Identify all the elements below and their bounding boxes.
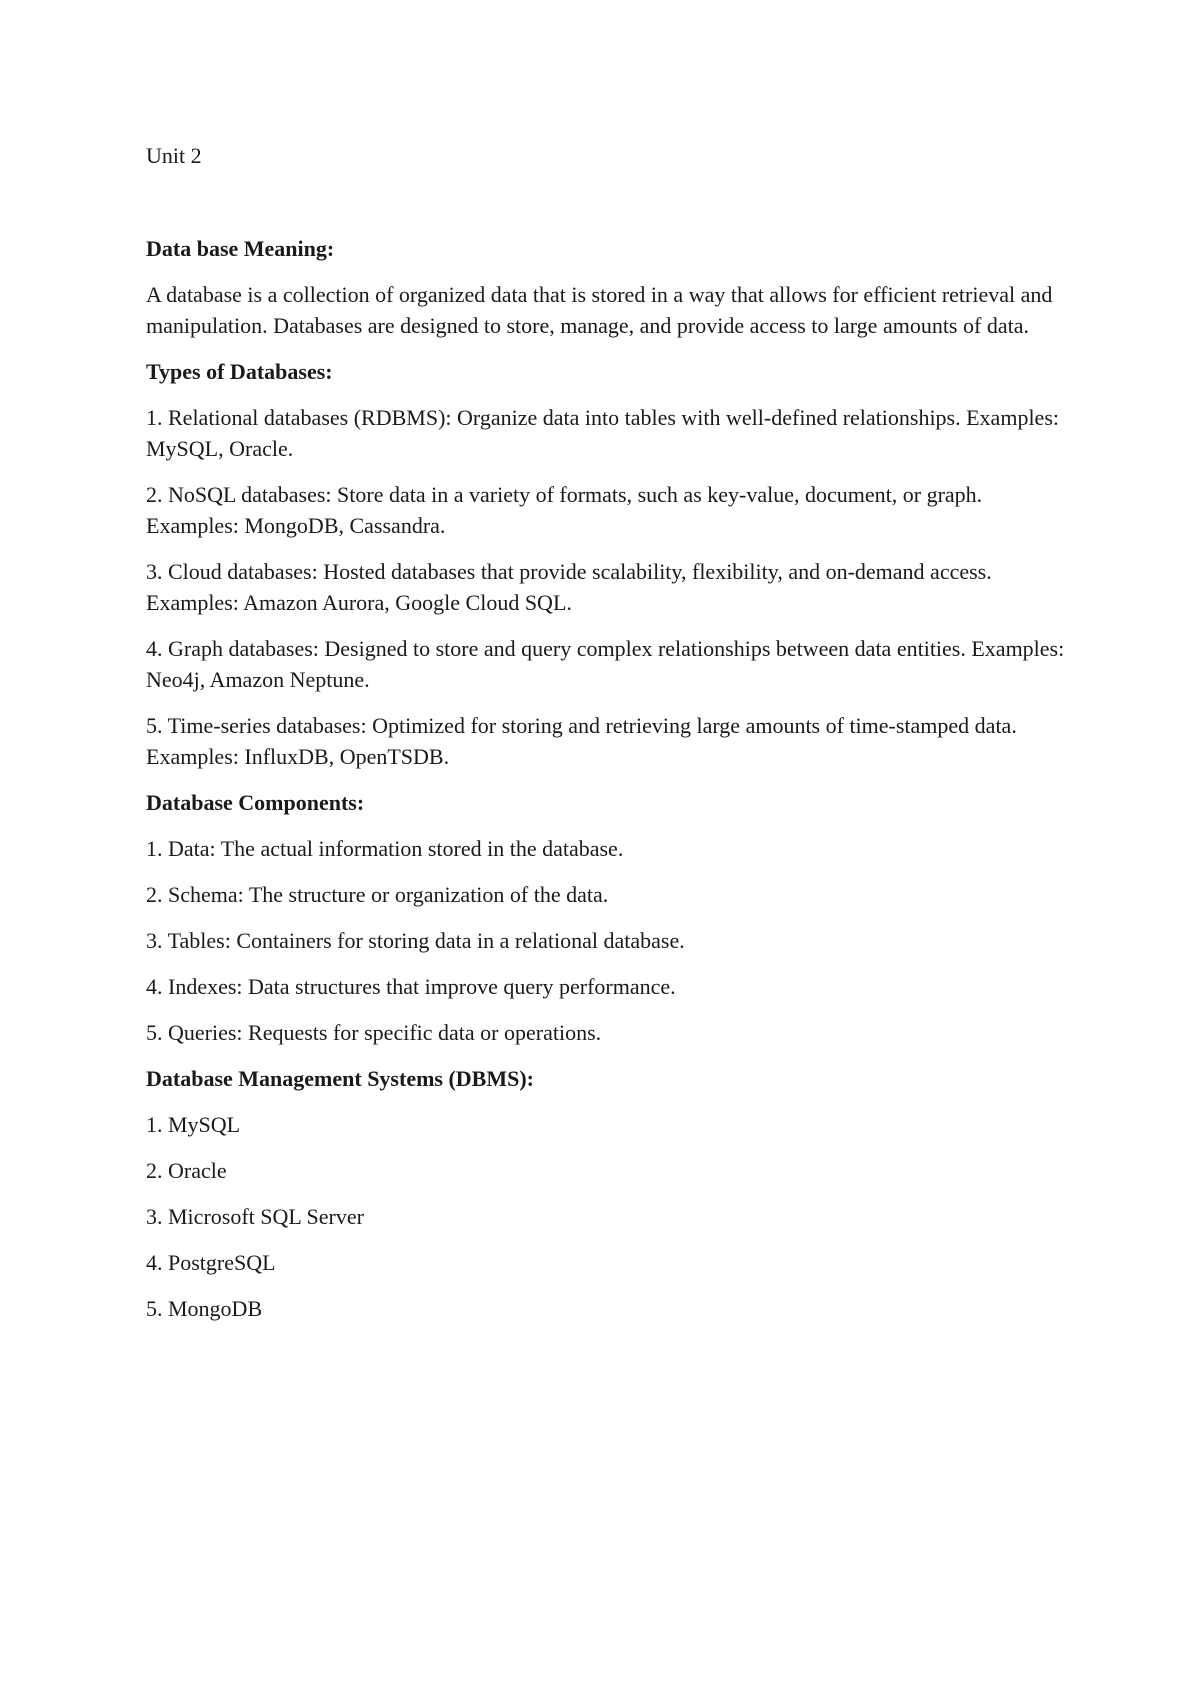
dbms-heading: Database Management Systems (DBMS): — [146, 1066, 535, 1091]
list-item: 4. Graph databases: Designed to store and query complex relationships between data entities. Examples: Neo4j, Amazon Neptune. — [146, 636, 1065, 692]
list-item: 1. MySQL — [146, 1112, 241, 1137]
list-item: 5. Time-series databases: Optimized for storing and retrieving large amounts of time-stamped data. Examples: InfluxDB, OpenTSDB. — [146, 713, 1017, 769]
list-item: 4. Indexes: Data structures that improve query performance. — [146, 974, 676, 999]
unit-title: Unit 2 — [146, 143, 202, 168]
meaning-paragraph: A database is a collection of organized data that is stored in a way that allows for efficient retrieval and manipulation. Databases are designed to store, manage, and provide access to large amounts of data. — [146, 282, 1053, 338]
list-item: 5. Queries: Requests for specific data or operations. — [146, 1020, 602, 1045]
list-item: 5. MongoDB — [146, 1296, 263, 1321]
types-list — [146, 402, 1076, 772]
list-item: 3. Microsoft SQL Server — [146, 1204, 364, 1229]
list-item: 2. Schema: The structure or organization of the data. — [146, 882, 609, 907]
meaning-heading: Data base Meaning: — [146, 236, 335, 261]
list-item: 2. Oracle — [146, 1158, 227, 1183]
types-heading: Types of Databases: — [146, 359, 333, 384]
components-heading: Database Components: — [146, 790, 365, 815]
list-item: 1. Relational databases (RDBMS): Organize data into tables with well-defined relationships. Examples: MySQL, Oracle. — [146, 405, 1059, 461]
list-item: 4. PostgreSQL — [146, 1250, 276, 1275]
dbms-list — [146, 1109, 1076, 1324]
list-item: 3. Tables: Containers for storing data in a relational database. — [146, 928, 685, 953]
components-list — [146, 833, 1076, 1048]
list-item: 3. Cloud databases: Hosted databases that provide scalability, flexibility, and on-demand access. Examples: Amazon Aurora, Google Cloud SQL. — [146, 559, 992, 615]
list-item: 2. NoSQL databases: Store data in a variety of formats, such as key-value, document, or graph. Examples: MongoDB, Cassandra. — [146, 482, 983, 538]
list-item: 1. Data: The actual information stored in the database. — [146, 836, 624, 861]
document-body — [146, 140, 1076, 1339]
